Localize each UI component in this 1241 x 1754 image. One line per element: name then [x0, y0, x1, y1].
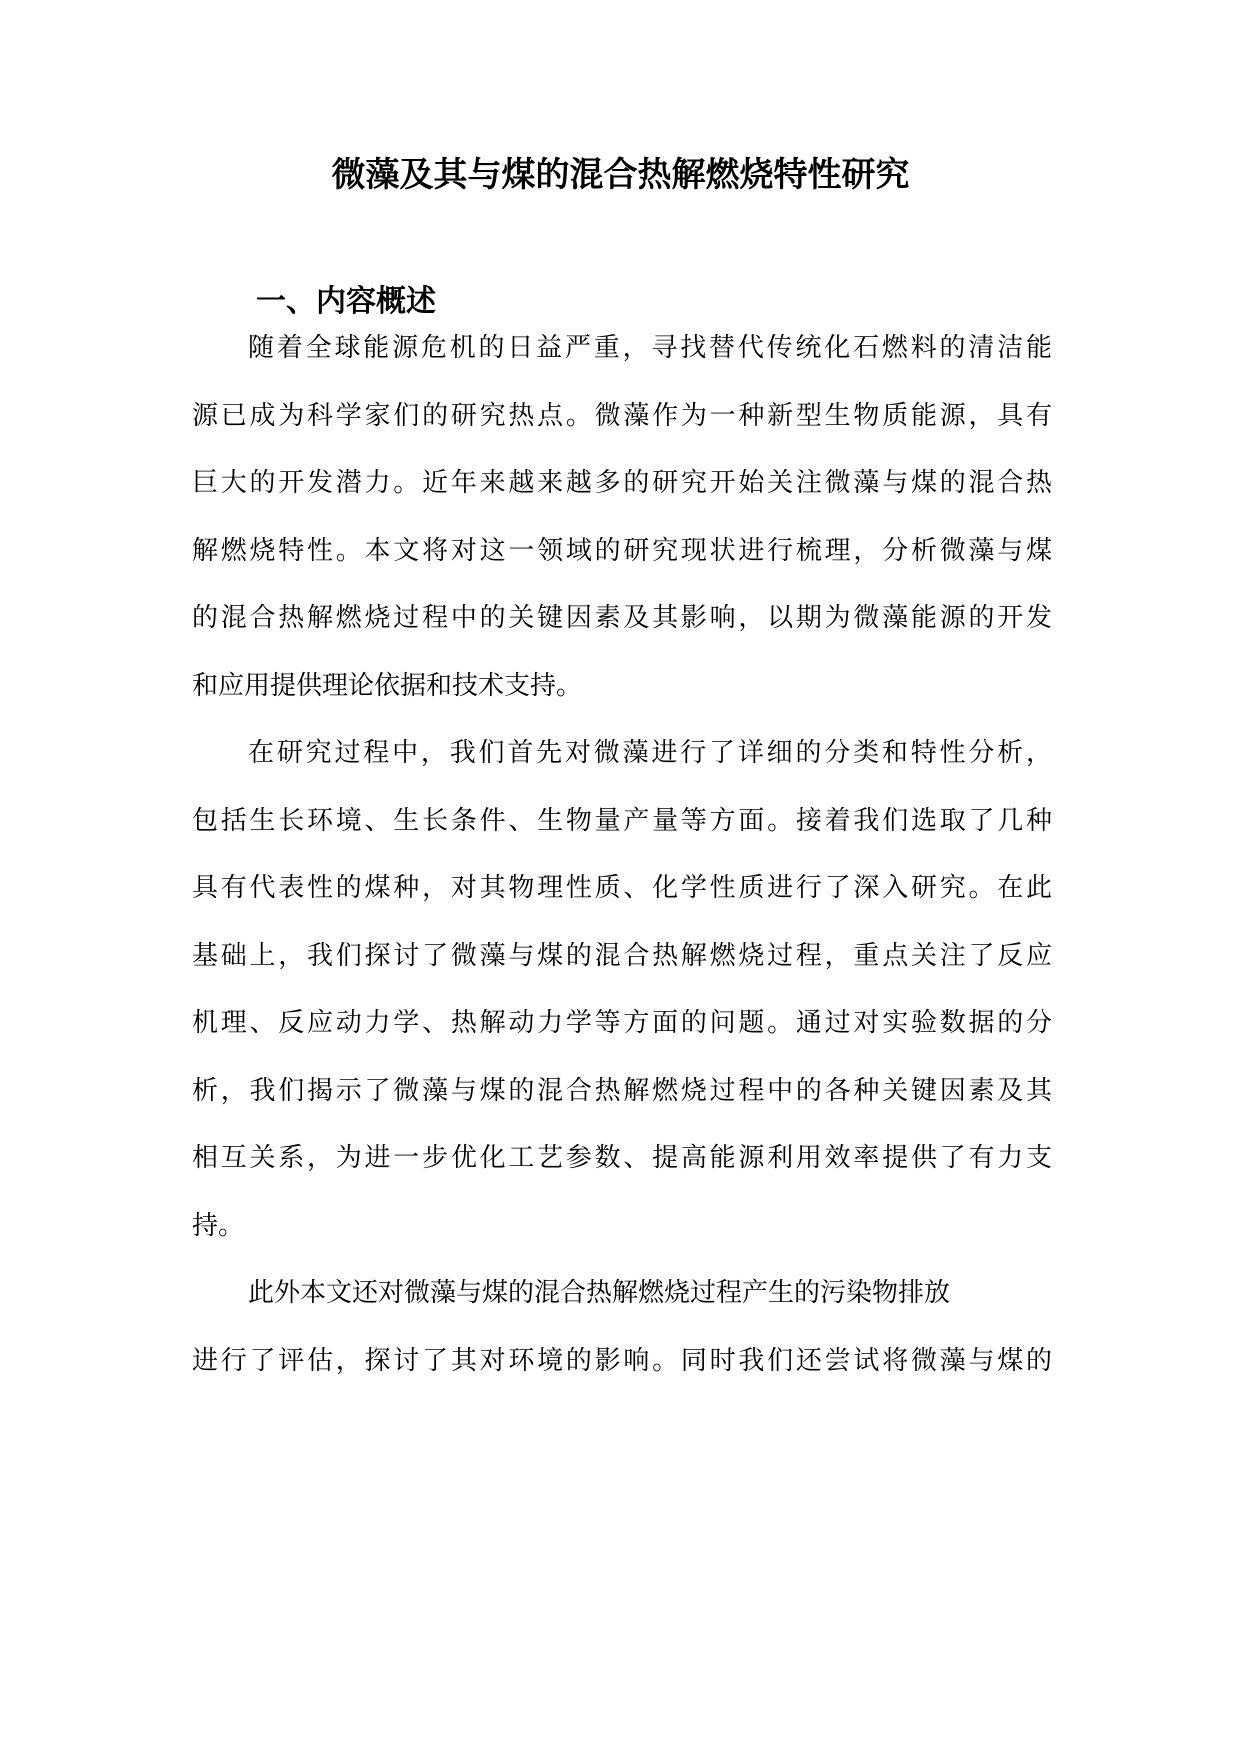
paragraph-line: 在研究过程中，我们首先对微藻进行了详细的分类和特性分析，	[248, 738, 1052, 768]
paragraph-line: 具有代表性的煤种，对其物理性质、化学性质进行了深入研究。在此	[192, 873, 1052, 903]
paragraph-line: 基础上，我们探讨了微藻与煤的混合热解燃烧过程，重点关注了反应	[192, 941, 1052, 971]
paragraph-line: 和应用提供理论依据和技术支持。	[192, 671, 583, 701]
section-heading: 一、内容概述	[256, 284, 436, 319]
paragraph-line: 相互关系，为进一步优化工艺参数、提高能源利用效率提供了有力支	[192, 1143, 1052, 1173]
document-title: 微藻及其与煤的混合热解燃烧特性研究	[331, 155, 910, 195]
paragraph-line: 巨大的开发潜力。近年来越来越多的研究开始关注微藻与煤的混合热	[192, 468, 1052, 498]
paragraph-line: 随着全球能源危机的日益严重，寻找替代传统化石燃料的清洁能	[248, 333, 1052, 363]
paragraph-line: 持。	[192, 1211, 245, 1241]
paragraph-line: 机理、反应动力学、热解动力学等方面的问题。通过对实验数据的分	[192, 1008, 1052, 1038]
paragraph-line: 包括生长环境、生长条件、生物量产量等方面。接着我们选取了几种	[192, 806, 1052, 836]
paragraph-line: 源已成为科学家们的研究热点。微藻作为一种新型生物质能源，具有	[192, 401, 1052, 431]
paragraph-line: 进行了评估，探讨了其对环境的影响。同时我们还尝试将微藻与煤的	[192, 1346, 1052, 1376]
paragraph-line: 析，我们揭示了微藻与煤的混合热解燃烧过程中的各种关键因素及其	[192, 1076, 1052, 1106]
paragraph-line: 此外本文还对微藻与煤的混合热解燃烧过程产生的污染物排放	[248, 1278, 951, 1308]
paragraph-line: 的混合热解燃烧过程中的关键因素及其影响，以期为微藻能源的开发	[192, 603, 1052, 633]
paragraph-line: 解燃烧特性。本文将对这一领域的研究现状进行梳理，分析微藻与煤	[192, 536, 1052, 566]
